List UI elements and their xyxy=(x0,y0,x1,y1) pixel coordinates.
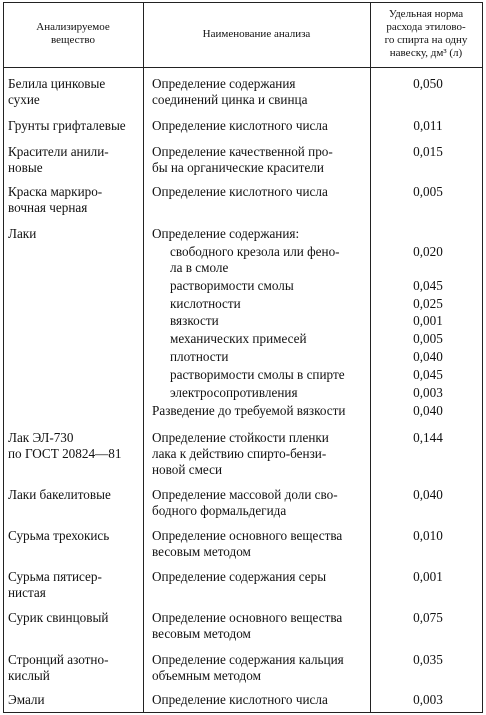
analysis-cell: Определение кислотного числа xyxy=(152,118,328,133)
analysis-cell: Определение массовой доли сво- бодного формальдегида xyxy=(152,487,338,518)
substance-cell: Белила цинковые сухие xyxy=(8,76,106,107)
substance-cell: Лаки xyxy=(8,226,37,241)
header-norm: Удельная норма расхода этилово- го спирта на одну навеску, дм³ (л) xyxy=(384,8,468,59)
analysis-cell: Определение качественной про- бы на органические красители xyxy=(152,144,333,175)
table-bottom-border xyxy=(3,712,483,713)
norm-value: 0,001 xyxy=(413,313,443,328)
substance-cell: Сурьма трехокись xyxy=(8,528,110,543)
norm-value: 0,011 xyxy=(413,118,443,133)
analysis-cell: Определение основного вещества весовым методом xyxy=(152,528,343,559)
norm-value: 0,035 xyxy=(413,652,443,667)
table-left-border xyxy=(3,2,4,713)
analysis-cell: Определение стойкости пленки лака к действию спирто-бензи- новой смеси xyxy=(152,430,329,477)
analysis-cell: Определение содержания соединений цинка и свинца xyxy=(152,76,308,107)
substance-cell: Сурик свинцовый xyxy=(8,610,109,625)
header-bottom-border xyxy=(3,67,483,68)
norm-value: 0,045 xyxy=(413,278,443,293)
analysis-cell: Определение основного вещества весовым методом xyxy=(152,610,343,641)
norm-value: 0,040 xyxy=(413,403,443,418)
analysis-cell: Определение содержания кальция объемным методом xyxy=(152,652,344,683)
analysis-cell: Определение кислотного числа xyxy=(152,692,328,707)
analysis-subitem: механических примесей xyxy=(170,331,307,346)
norm-value: 0,050 xyxy=(413,76,443,91)
norm-value: 0,005 xyxy=(413,331,443,346)
analysis-subitem: растворимости смолы в спирте xyxy=(170,367,345,382)
substance-cell: Грунты грифталевые xyxy=(8,118,126,133)
norm-value: 0,010 xyxy=(413,528,443,543)
substance-cell: Сурьма пятисер- нистая xyxy=(8,569,102,600)
analysis-cell: Определение содержания серы xyxy=(152,569,327,584)
substance-cell: Лак ЭЛ-730 по ГОСТ 20824—81 xyxy=(8,430,122,461)
substance-cell: Красители анили- новые xyxy=(8,144,109,175)
norm-value: 0,003 xyxy=(413,692,443,707)
norm-value: 0,045 xyxy=(413,367,443,382)
substance-cell: Краска маркиро- вочная черная xyxy=(8,184,103,215)
analysis-subitem: кислотности xyxy=(170,296,241,311)
norm-value: 0,015 xyxy=(413,144,443,159)
analysis-subitem: плотности xyxy=(170,349,229,364)
norm-value: 0,025 xyxy=(413,296,443,311)
analysis-group-intro: Определение содержания: xyxy=(152,226,300,241)
header-analysis: Наименование анализа xyxy=(202,28,311,40)
table-top-border xyxy=(3,2,483,3)
norm-value: 0,040 xyxy=(413,349,443,364)
analysis-subitem: электросопротивления xyxy=(170,385,298,400)
analysis-subitem: вязкости xyxy=(170,313,219,328)
norm-value: 0,001 xyxy=(413,569,443,584)
substance-cell: Стронций азотно- кислый xyxy=(8,652,109,683)
analysis-subitem: свободного крезола или фено- ла в смоле xyxy=(170,244,340,275)
analysis-cell: Определение кислотного числа xyxy=(152,184,328,199)
norm-value: 0,003 xyxy=(413,385,443,400)
norm-value: 0,005 xyxy=(413,184,443,199)
substance-cell: Эмали xyxy=(8,692,45,707)
analysis-cell: Разведение до требуемой вязкости xyxy=(152,403,346,418)
substance-cell: Лаки бакелитовые xyxy=(8,487,111,502)
column-divider-1 xyxy=(143,2,144,713)
norm-value: 0,020 xyxy=(413,244,443,259)
header-substance: Анализируемое вещество xyxy=(36,21,110,46)
norm-value: 0,075 xyxy=(413,610,443,625)
norm-value: 0,040 xyxy=(413,487,443,502)
norm-value: 0,144 xyxy=(413,430,443,445)
analysis-subitem: растворимости смолы xyxy=(170,278,294,293)
